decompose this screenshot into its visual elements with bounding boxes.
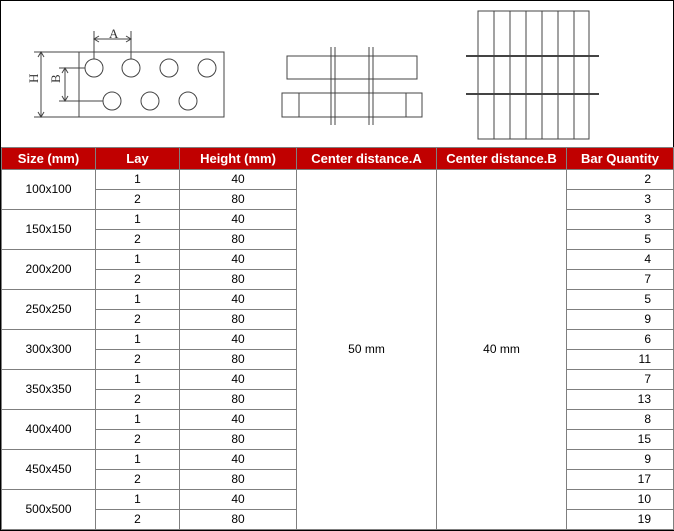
size-cell: 500x500	[2, 490, 96, 530]
size-cell: 200x200	[2, 250, 96, 290]
lay-cell: 2	[96, 230, 180, 250]
height-cell: 40	[180, 250, 297, 270]
bar-quantity-cell: 19	[567, 510, 674, 530]
height-cell: 40	[180, 330, 297, 350]
lay-cell: 2	[96, 350, 180, 370]
size-cell: 300x300	[2, 330, 96, 370]
header-height: Height (mm)	[180, 148, 297, 170]
table-header-row	[2, 148, 674, 170]
bar-quantity-cell: 3	[567, 210, 674, 230]
lay-cell: 1	[96, 450, 180, 470]
dimension-b-label: B	[48, 74, 63, 83]
size-cell: 100x100	[2, 170, 96, 210]
center-distance-b-cell: 40 mm	[437, 170, 567, 530]
lay-cell: 2	[96, 430, 180, 450]
size-cell: 400x400	[2, 410, 96, 450]
table-row	[2, 170, 674, 190]
table-body	[2, 170, 674, 530]
lay-cell: 1	[96, 490, 180, 510]
lay-cell: 1	[96, 370, 180, 390]
header-size: Size (mm)	[2, 148, 96, 170]
height-cell: 80	[180, 510, 297, 530]
bar-quantity-cell: 4	[567, 250, 674, 270]
bar-quantity-cell: 9	[567, 450, 674, 470]
lay-cell: 2	[96, 510, 180, 530]
height-cell: 80	[180, 350, 297, 370]
height-cell: 80	[180, 390, 297, 410]
lay-cell: 2	[96, 190, 180, 210]
lay-cell: 1	[96, 290, 180, 310]
lay-cell: 1	[96, 330, 180, 350]
lay-cell: 2	[96, 270, 180, 290]
diagram-row	[1, 1, 673, 147]
lay-cell: 1	[96, 170, 180, 190]
size-cell: 250x250	[2, 290, 96, 330]
size-cell: 350x350	[2, 370, 96, 410]
lay-cell: 1	[96, 410, 180, 430]
bar-quantity-cell: 3	[567, 190, 674, 210]
bar-quantity-cell: 7	[567, 270, 674, 290]
height-cell: 40	[180, 210, 297, 230]
lay-cell: 2	[96, 470, 180, 490]
height-cell: 80	[180, 310, 297, 330]
bar-quantity-cell: 7	[567, 370, 674, 390]
specification-table	[1, 147, 674, 530]
center-distance-a-cell: 50 mm	[297, 170, 437, 530]
height-cell: 80	[180, 470, 297, 490]
bar-quantity-cell: 10	[567, 490, 674, 510]
height-cell: 40	[180, 290, 297, 310]
height-cell: 80	[180, 270, 297, 290]
bar-quantity-cell: 11	[567, 350, 674, 370]
lay-cell: 2	[96, 310, 180, 330]
bar-quantity-cell: 8	[567, 410, 674, 430]
dimension-a-label: A	[109, 26, 119, 41]
height-cell: 40	[180, 170, 297, 190]
height-cell: 80	[180, 190, 297, 210]
lay-cell: 2	[96, 390, 180, 410]
height-cell: 40	[180, 490, 297, 510]
bar-quantity-cell: 17	[567, 470, 674, 490]
dimension-h-label: H	[26, 73, 41, 83]
height-cell: 40	[180, 450, 297, 470]
header-center-distance-a: Center distance.A	[297, 148, 437, 170]
header-bar-quantity: Bar Quantity	[567, 148, 674, 170]
bar-quantity-cell: 13	[567, 390, 674, 410]
height-cell: 40	[180, 370, 297, 390]
height-cell: 40	[180, 410, 297, 430]
bar-quantity-cell: 15	[567, 430, 674, 450]
lay-cell: 1	[96, 250, 180, 270]
header-center-distance-b: Center distance.B	[437, 148, 567, 170]
height-cell: 80	[180, 230, 297, 250]
bar-quantity-cell: 6	[567, 330, 674, 350]
height-cell: 80	[180, 430, 297, 450]
bar-quantity-cell: 5	[567, 290, 674, 310]
front-view-diagram	[1, 1, 674, 147]
bar-quantity-cell: 2	[567, 170, 674, 190]
size-cell: 450x450	[2, 450, 96, 490]
bar-quantity-cell: 9	[567, 310, 674, 330]
lay-cell: 1	[96, 210, 180, 230]
bar-quantity-cell: 5	[567, 230, 674, 250]
size-cell: 150x150	[2, 210, 96, 250]
header-lay: Lay	[96, 148, 180, 170]
